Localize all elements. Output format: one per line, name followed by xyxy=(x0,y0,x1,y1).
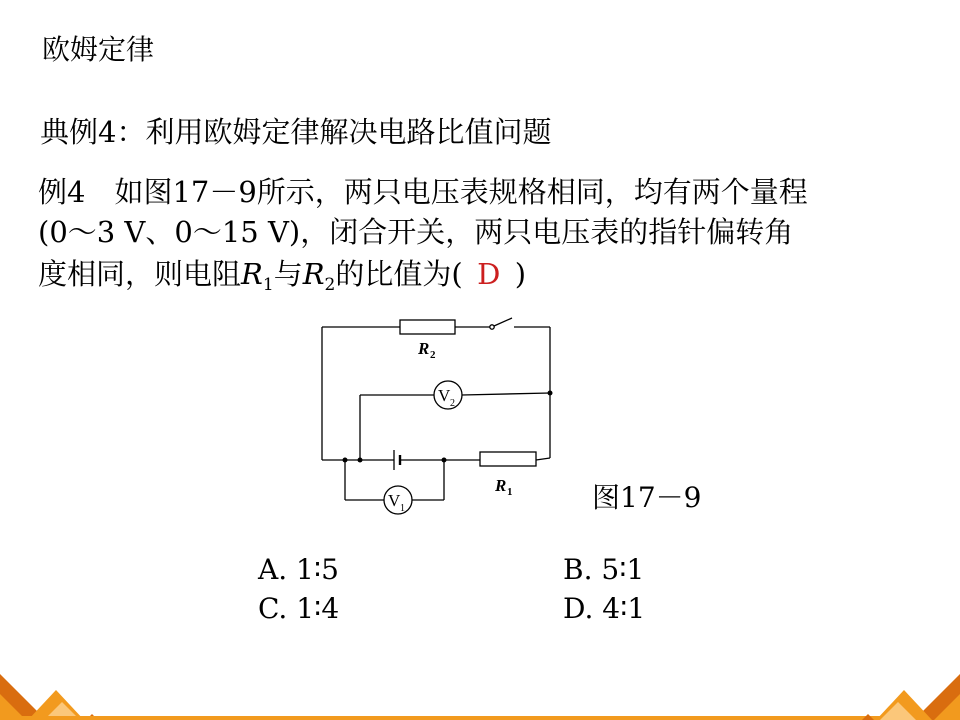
option-b: B. 5∶1 xyxy=(563,553,645,586)
switch-contact xyxy=(490,325,494,329)
answer-blank: D xyxy=(477,257,501,291)
resistor-r2 xyxy=(400,320,455,334)
footer-bar xyxy=(0,716,960,720)
r2-label-sub: 2 xyxy=(430,349,436,361)
option-c: C. 1∶4 xyxy=(258,592,340,625)
r1-label-letter: R xyxy=(495,476,507,495)
question-line-3 xyxy=(38,252,526,295)
option-a: A. 1∶5 xyxy=(258,553,339,586)
v2-label-sub: 2 xyxy=(450,398,455,409)
junction-node xyxy=(358,458,363,463)
example-heading: 典例4：利用欧姆定律解决电路比值问题 xyxy=(40,115,552,149)
question-line-2: (0～3 V、0～15 V)，闭合开关，两只电压表的指针偏转角 xyxy=(38,215,794,249)
r1-symbol: R xyxy=(241,257,263,291)
figure-caption: 图17－9 xyxy=(592,481,702,514)
v1-label-sub: 1 xyxy=(400,503,405,514)
left-triangle-ornament xyxy=(0,674,98,720)
question-line-3-end: ) xyxy=(514,257,527,291)
v1-label-letter: V xyxy=(388,491,401,510)
resistor-r1 xyxy=(480,452,536,466)
circuit-diagram xyxy=(300,305,570,525)
r2-symbol: R xyxy=(302,257,325,291)
question-line-3-mid: 的比值为( xyxy=(335,257,463,291)
junction-node xyxy=(343,458,348,463)
footer-decoration xyxy=(0,660,960,720)
right-triangle-ornament xyxy=(862,674,960,720)
r1-label-sub: 1 xyxy=(507,486,513,498)
junction-node xyxy=(548,391,553,396)
r1-subscript: 1 xyxy=(262,275,274,295)
v2-label-letter: V xyxy=(438,386,451,405)
slide-title: 欧姆定律 xyxy=(42,33,155,66)
connector-text: 与 xyxy=(273,257,303,291)
question-line-1: 例4 如图17－9所示，两只电压表规格相同，均有两个量程 xyxy=(38,175,808,209)
r2-subscript: 2 xyxy=(324,275,336,295)
r2-label-letter: R xyxy=(418,339,430,358)
question-line-3-start: 度相同，则电阻 xyxy=(38,257,242,291)
option-d: D. 4∶1 xyxy=(563,592,646,625)
switch-blade xyxy=(494,318,512,326)
junction-node xyxy=(442,458,447,463)
